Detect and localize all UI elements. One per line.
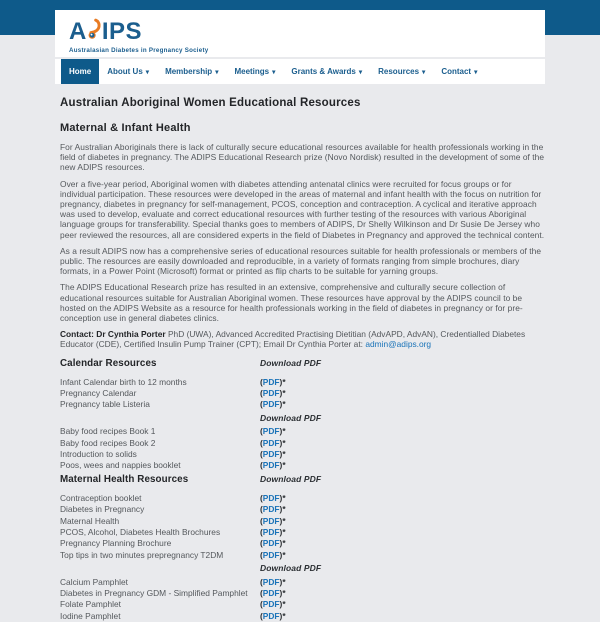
paren-close: )* bbox=[279, 449, 286, 459]
resource-table bbox=[60, 358, 545, 622]
resource-row bbox=[60, 438, 545, 449]
logo-letter-a: A bbox=[69, 18, 87, 45]
pdf-link[interactable]: PDF bbox=[262, 538, 280, 549]
paren-close: )* bbox=[279, 426, 286, 437]
resource-row bbox=[60, 377, 545, 388]
resource-row bbox=[60, 426, 545, 437]
resource-label: Pregnancy Calendar bbox=[60, 388, 137, 399]
pdf-link[interactable]: PDF bbox=[262, 492, 280, 503]
resource-label: Baby food recipes Book 1 bbox=[60, 426, 156, 437]
page-title: Australian Aboriginal Women Educational Resources bbox=[60, 97, 361, 109]
paren-open: ( bbox=[260, 515, 263, 526]
logo-tagline: Australasian Diabetes in Pregnancy Society bbox=[69, 47, 209, 54]
paren-open: ( bbox=[260, 587, 263, 598]
paren-open: ( bbox=[260, 376, 263, 387]
resource-row bbox=[60, 460, 545, 471]
paren-open: ( bbox=[260, 449, 263, 459]
paren-open: ( bbox=[260, 549, 263, 560]
paren-close: )* bbox=[279, 526, 286, 537]
nav-item-resources[interactable] bbox=[370, 59, 433, 84]
resource-label: Baby food recipes Book 2 bbox=[60, 437, 156, 448]
pdf-link[interactable]: PDF bbox=[262, 587, 280, 598]
main-content bbox=[55, 97, 545, 622]
section-title: Maternal Health Resources bbox=[60, 473, 189, 485]
pdf-link[interactable]: PDF bbox=[262, 437, 280, 448]
pdf-cell bbox=[260, 449, 286, 459]
page-container bbox=[55, 0, 545, 622]
nav-item-label: Contact bbox=[441, 67, 472, 76]
pdf-cell bbox=[260, 516, 286, 526]
nav-item-label: Home bbox=[69, 67, 92, 76]
resource-label: Diabetes in Pregnancy bbox=[60, 504, 145, 515]
paren-open: ( bbox=[260, 460, 263, 471]
site-logo[interactable] bbox=[69, 14, 208, 54]
download-header-row bbox=[60, 413, 545, 424]
paren-close: )* bbox=[279, 599, 286, 610]
pdf-link[interactable]: PDF bbox=[262, 610, 280, 621]
paren-open: ( bbox=[260, 538, 263, 549]
resource-row bbox=[60, 516, 545, 527]
pdf-link[interactable]: PDF bbox=[262, 460, 280, 471]
resource-row bbox=[60, 399, 545, 410]
paren-open: ( bbox=[260, 610, 263, 621]
paren-open: ( bbox=[260, 504, 263, 515]
logo-letters-ips: IPS bbox=[101, 18, 143, 45]
paren-close: )* bbox=[279, 376, 286, 387]
pdf-cell bbox=[260, 377, 286, 387]
section-title: Calendar Resources bbox=[60, 357, 157, 369]
contact-name: Contact: Dr Cynthia Porter bbox=[60, 329, 166, 340]
chevron-down-icon: ▾ bbox=[145, 68, 150, 76]
pdf-link[interactable]: PDF bbox=[262, 504, 280, 515]
paren-close: )* bbox=[279, 587, 286, 598]
resource-row bbox=[60, 493, 545, 504]
download-pdf-header: Download PDF bbox=[260, 412, 322, 423]
pdf-cell bbox=[260, 426, 286, 436]
paren-open: ( bbox=[260, 388, 263, 399]
body-paragraph: Over a five-year period, Aboriginal women with diabetes attending antenatal clinics were recruited for focus groups or for individual participation. These resources were developed in the areas of maternal and infant health with the focus on nutrition for pregnancy, diabetes in pregnancy for self-management, PCOS, conception and contraception. A cyclical and iterative approach was used to develop, evaluate and correct educational resources with further testing of the resources with various Aboriginal language groups for transferability. Special thanks goes to members of ADIPS, Dr Shelly Wilkinson and Dr Susie De Jersey who peer reviewed the resources, all are considered experts in the field of Diabetes in Pregnancy and approved the technical content. bbox=[60, 178, 545, 240]
body-paragraph: For Australian Aboriginals there is lack of culturally secure educational resources available for health professionals working in the field of diabetes in pregnancy. The ADIPS Educational Research prize (Novo Nordisk) resulted in the development of some of the new ADIPS resources. bbox=[60, 142, 545, 173]
email-link[interactable]: admin@adips.org bbox=[365, 339, 432, 350]
resource-row bbox=[60, 449, 545, 460]
paren-open: ( bbox=[260, 492, 263, 503]
resource-label: Diabetes in Pregnancy GDM - Simplified Pamphlet bbox=[60, 587, 248, 598]
resource-section bbox=[60, 358, 545, 472]
paren-open: ( bbox=[260, 399, 263, 410]
pdf-cell bbox=[260, 399, 286, 409]
pdf-link[interactable]: PDF bbox=[262, 376, 280, 387]
logo-pregnancy-figure-icon bbox=[88, 14, 101, 44]
pdf-cell bbox=[260, 438, 286, 448]
resource-label: PCOS, Alcohol, Diabetes Health Brochures bbox=[60, 526, 221, 537]
nav-item-home[interactable] bbox=[61, 59, 99, 84]
download-pdf-header: Download PDF bbox=[260, 473, 322, 484]
resource-label: Introduction to solids bbox=[60, 449, 137, 459]
body-paragraph: As a result ADIPS now has a comprehensive series of educational resources suitable for health professionals or members of the public. The resources are easily downloaded and reproducible, in a variety of formats ranging from simple brochures, diary formats, in a Power Point (Microsoft) format or printed as flip charts to be suitable for yarning groups. bbox=[60, 245, 542, 277]
contact-line bbox=[60, 329, 545, 349]
pdf-cell bbox=[260, 538, 286, 548]
paren-open: ( bbox=[260, 426, 263, 437]
paren-open: ( bbox=[260, 526, 263, 537]
resource-row bbox=[60, 550, 545, 561]
pdf-link[interactable]: PDF bbox=[262, 549, 280, 560]
section-header-row bbox=[60, 358, 545, 373]
nav-item-label: Meetings bbox=[234, 67, 270, 76]
site-header bbox=[55, 10, 545, 57]
nav-item-grants-awards[interactable] bbox=[283, 59, 370, 84]
contact-credentials: PhD (UWA), Advanced Accredited Practising Dietitian (AdvAPD, AdvAN), Credentialled Diabetes Educator (CDE), Certified Insulin Pump Trainer (CPT); Email Dr Cynthia Porter at: bbox=[60, 329, 526, 350]
pdf-cell bbox=[260, 460, 286, 470]
resource-row bbox=[60, 588, 545, 599]
paren-close: )* bbox=[279, 538, 286, 549]
pdf-link[interactable]: PDF bbox=[262, 599, 280, 610]
nav-item-label: Grants & Awards bbox=[291, 67, 356, 76]
paren-close: )* bbox=[279, 399, 286, 410]
paren-close: )* bbox=[279, 492, 286, 503]
resource-label: Infant Calendar birth to 12 months bbox=[60, 376, 187, 387]
paren-close: )* bbox=[279, 460, 286, 471]
pdf-link[interactable]: PDF bbox=[262, 526, 280, 537]
resource-row bbox=[60, 538, 545, 549]
resource-label: Pregnancy table Listeria bbox=[60, 399, 150, 410]
resource-label: Iodine Pamphlet bbox=[60, 610, 121, 621]
chevron-down-icon: ▾ bbox=[422, 68, 426, 76]
paren-close: )* bbox=[279, 515, 286, 526]
nav-item-label: About Us bbox=[107, 67, 143, 76]
paren-close: )* bbox=[279, 504, 286, 515]
nav-item-contact[interactable] bbox=[433, 59, 485, 84]
pdf-link[interactable]: PDF bbox=[262, 515, 280, 526]
pdf-cell bbox=[260, 527, 286, 537]
resource-label: Poos, wees and nappies booklet bbox=[60, 460, 181, 471]
paren-open: ( bbox=[260, 576, 263, 587]
resource-row bbox=[60, 611, 545, 622]
resource-row bbox=[60, 388, 545, 399]
paren-close: )* bbox=[279, 610, 286, 621]
intro-paragraphs bbox=[55, 142, 545, 323]
resource-row bbox=[60, 599, 545, 610]
chevron-down-icon: ▾ bbox=[272, 68, 276, 76]
pdf-link[interactable]: PDF bbox=[262, 399, 280, 410]
paren-close: )* bbox=[279, 576, 286, 587]
resource-label: Maternal Health bbox=[60, 515, 120, 526]
nav-item-about-us[interactable] bbox=[99, 59, 157, 84]
pdf-cell bbox=[260, 588, 286, 598]
resource-label: Top tips in two minutes prepregnancy T2DM bbox=[60, 549, 224, 560]
paren-close: )* bbox=[279, 437, 286, 448]
paren-close: )* bbox=[279, 388, 286, 399]
section-header-row bbox=[60, 474, 545, 489]
pdf-cell bbox=[260, 599, 286, 609]
pdf-cell bbox=[260, 550, 286, 560]
resource-row bbox=[60, 527, 545, 538]
paren-close: )* bbox=[279, 549, 286, 560]
chevron-down-icon: ▾ bbox=[474, 68, 478, 76]
resource-row bbox=[60, 504, 545, 515]
resource-label: Calcium Pamphlet bbox=[60, 576, 128, 587]
pdf-cell bbox=[260, 611, 286, 621]
pdf-cell bbox=[260, 388, 286, 398]
nav-item-meetings[interactable] bbox=[226, 59, 283, 84]
nav-item-label: Membership bbox=[165, 67, 213, 76]
chevron-down-icon: ▾ bbox=[215, 68, 219, 76]
pdf-link[interactable]: PDF bbox=[262, 426, 280, 437]
resource-row bbox=[60, 577, 545, 588]
download-header-row bbox=[60, 563, 545, 574]
body-paragraph: The ADIPS Educational Research prize has resulted in an extensive, comprehensive and culturally secure collection of educational resources suitable for Australian Aboriginal women. These resources have approval by the ADIPS council to be hosted on the ADIPS Website as a resource for health professionals working in the field of diabetes in pregnancy or for pre-conception use in general diabetes clinics. bbox=[60, 282, 523, 324]
pdf-link[interactable]: PDF bbox=[262, 449, 280, 459]
nav-item-membership[interactable] bbox=[157, 59, 226, 84]
main-nav bbox=[55, 59, 545, 84]
paren-open: ( bbox=[260, 437, 263, 448]
paren-open: ( bbox=[260, 599, 263, 610]
download-pdf-header: Download PDF bbox=[260, 357, 322, 368]
pdf-link[interactable]: PDF bbox=[262, 576, 280, 587]
logo-wordmark bbox=[69, 14, 208, 45]
resource-label: Pregnancy Planning Brochure bbox=[60, 538, 172, 549]
nav-item-label: Resources bbox=[378, 67, 420, 76]
pdf-cell bbox=[260, 504, 286, 514]
pdf-cell bbox=[260, 577, 286, 587]
resource-label: Folate Pamphlet bbox=[60, 599, 121, 610]
download-pdf-header: Download PDF bbox=[260, 563, 322, 574]
pdf-link[interactable]: PDF bbox=[262, 388, 280, 399]
resource-label: Contraception booklet bbox=[60, 492, 142, 503]
pdf-cell bbox=[260, 493, 286, 503]
page-subtitle: Maternal & Infant Health bbox=[60, 122, 191, 134]
chevron-down-icon: ▾ bbox=[358, 68, 363, 76]
